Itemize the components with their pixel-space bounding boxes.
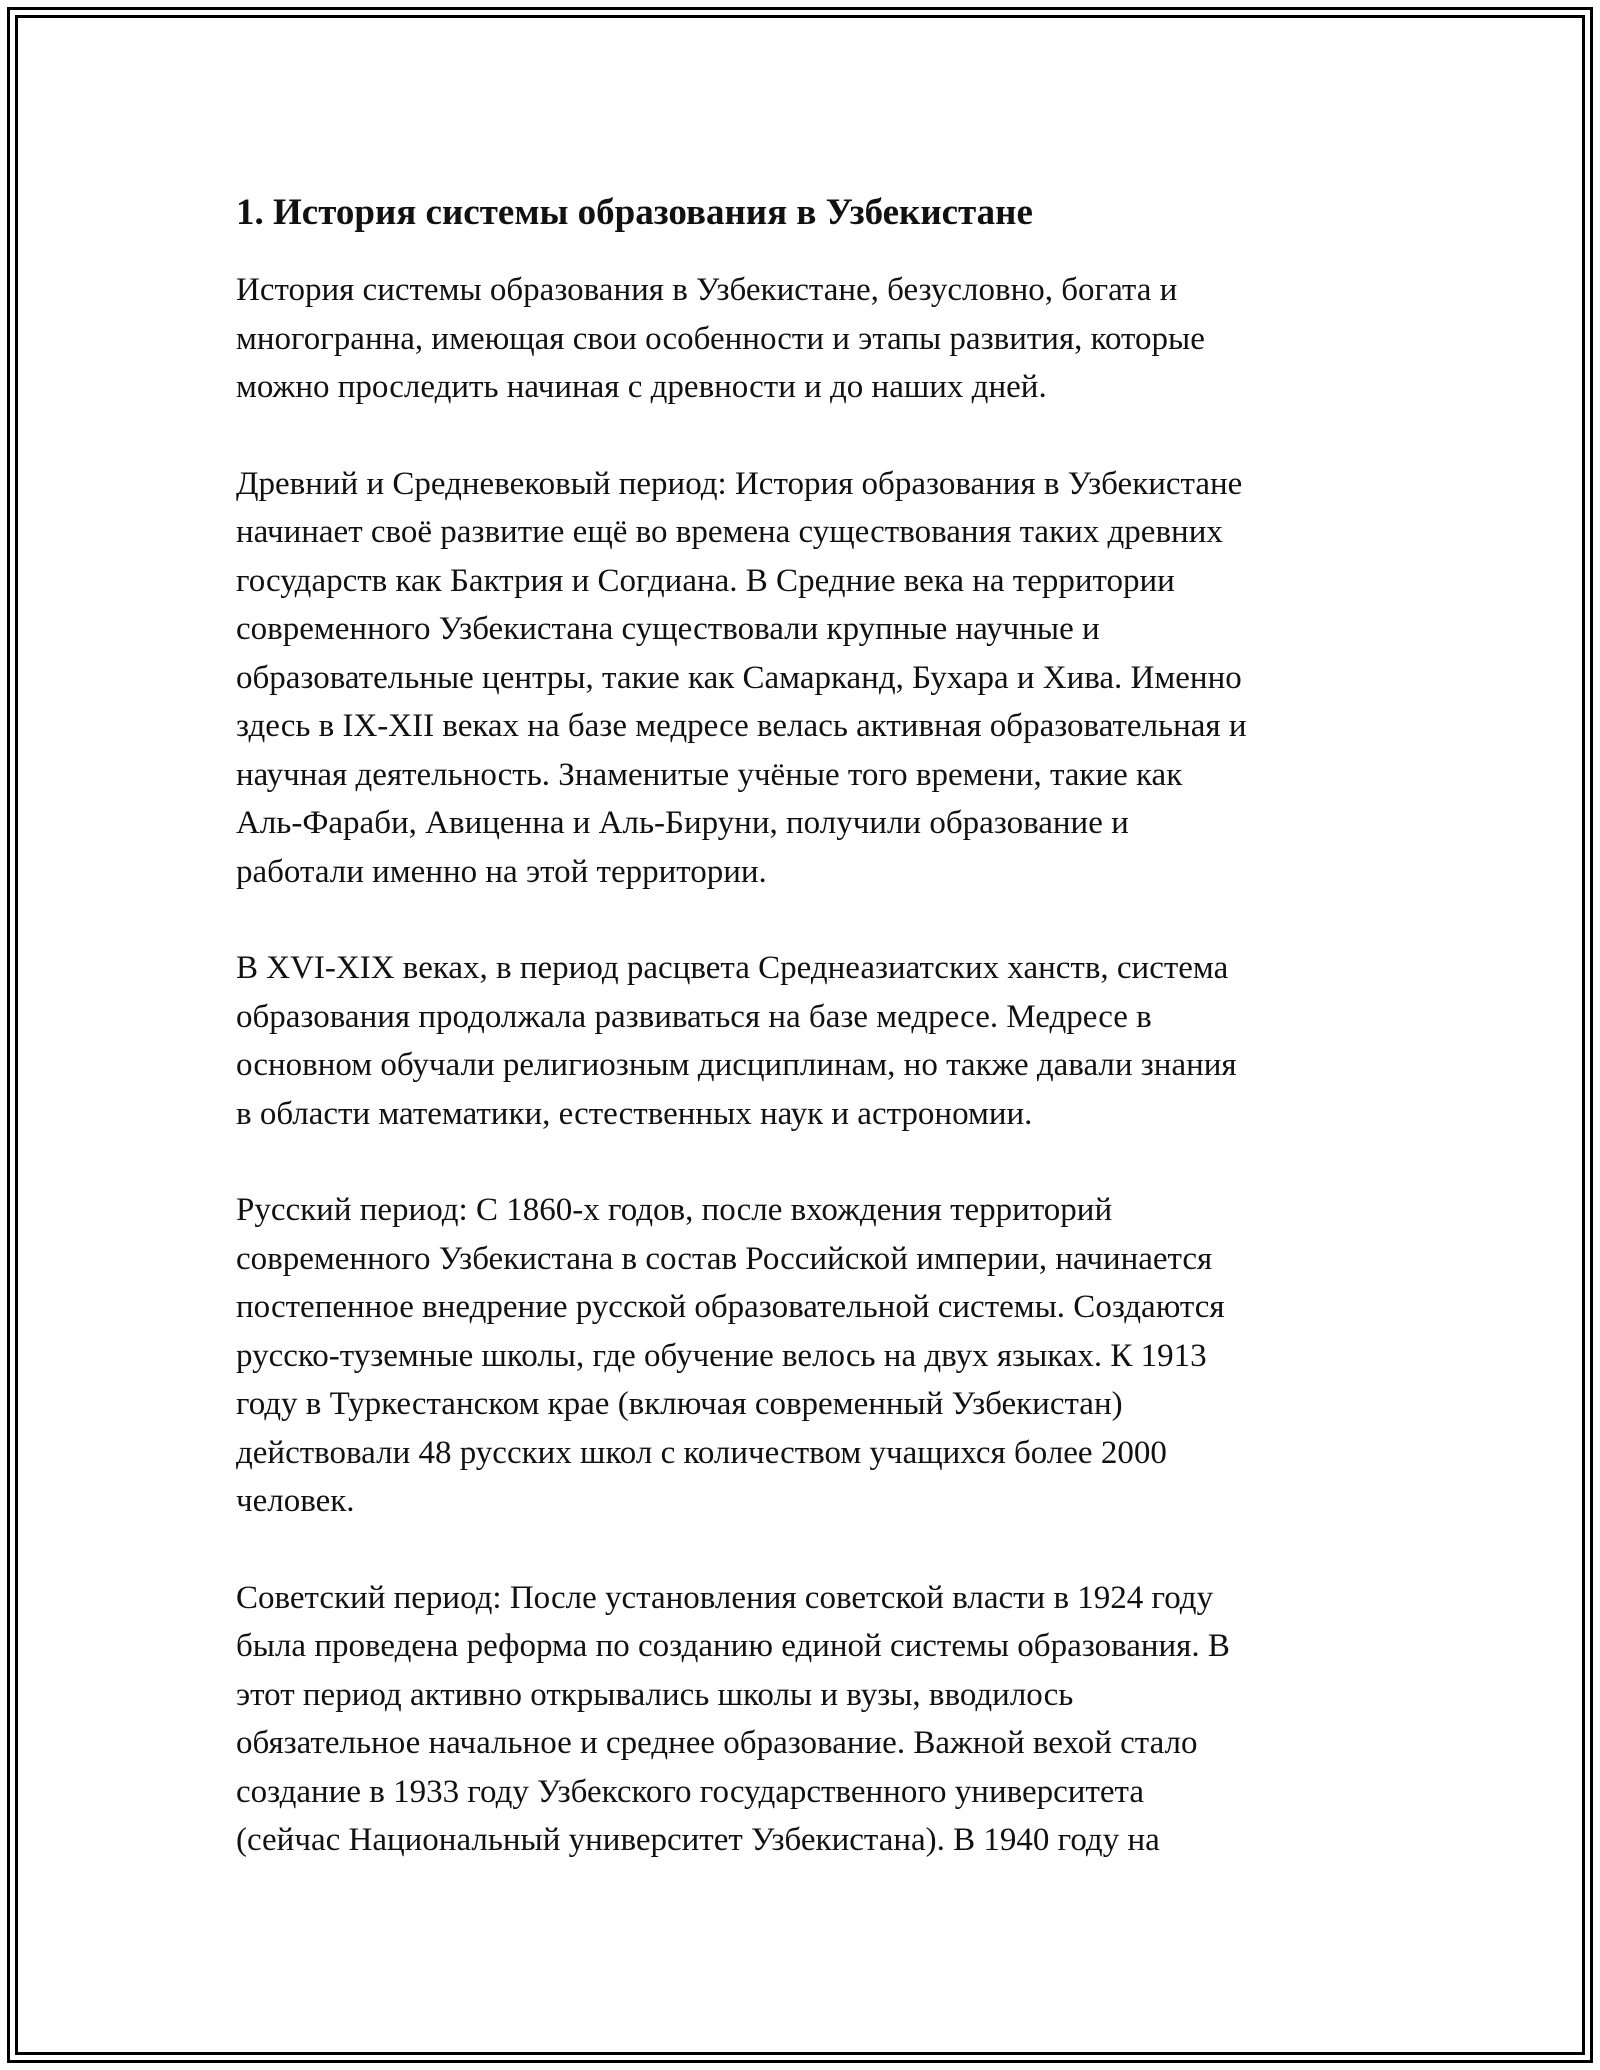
- text-line: русско-туземные школы, где обучение велось на двух языках. К 1913: [236, 1337, 1207, 1374]
- paragraph-russian-period: [236, 1186, 1396, 1526]
- text-line: постепенное внедрение русской образовательной системы. Создаются: [236, 1289, 1225, 1325]
- text-line: многогранна, имеющая свои особенности и этапы развития, которые: [236, 320, 1205, 357]
- text-line: создание в 1933 году Узбекского государственного университета: [236, 1773, 1144, 1810]
- text-line: действовали 48 русских школ с количеством учащихся более 2000: [236, 1434, 1167, 1471]
- paragraph-khanates-period: [236, 944, 1396, 1138]
- text-line: государств как Бактрия и Согдиана. В Средние века на территории: [236, 562, 1175, 599]
- text-line: современного Узбекистана существовали крупные научные и: [236, 611, 1100, 647]
- text-line: в области математики, естественных наук и астрономии.: [236, 1095, 1033, 1132]
- text-line: была проведена реформа по созданию единой системы образования. В: [236, 1628, 1230, 1664]
- document-body: [236, 186, 1396, 1865]
- text-line: начинает своё развитие ещё во времена существования таких древних: [236, 514, 1223, 550]
- text-line: Древний и Средневековый период: История образования в Узбекистане: [236, 465, 1243, 502]
- text-line: научная деятельность. Знаменитые учёные того времени, такие как: [236, 756, 1183, 793]
- text-line: Аль-Фараби, Авиценна и Аль-Бируни, получили образование и: [236, 805, 1129, 841]
- text-line: образовательные центры, такие как Самарканд, Бухара и Хива. Именно: [236, 659, 1242, 696]
- text-line: образования продолжала развиваться на базе медресе. Медресе в: [236, 998, 1152, 1035]
- text-line: основном обучали религиозным дисциплинам, но также давали знания: [236, 1047, 1237, 1083]
- paragraph-soviet-period: [236, 1574, 1396, 1865]
- text-line: (сейчас Национальный университет Узбекистана). В 1940 году на: [236, 1822, 1160, 1858]
- paragraph-intro: [236, 266, 1396, 412]
- text-line: История системы образования в Узбекистане, безусловно, богата и: [236, 272, 1178, 308]
- text-line: современного Узбекистана в состав Российской империи, начинается: [236, 1240, 1213, 1277]
- text-line: Советский период: После установления советской власти в 1924 году: [236, 1579, 1214, 1616]
- text-line: здесь в IX-XII веках на базе медресе велась активная образовательная и: [236, 708, 1247, 744]
- paragraph-ancient-medieval-period: [236, 460, 1396, 897]
- section-heading: 1. История системы образования в Узбекистане: [236, 192, 1033, 233]
- text-line: этот период активно открывались школы и вузы, вводилось: [236, 1676, 1074, 1713]
- text-line: году в Туркестанском крае (включая современный Узбекистан): [236, 1386, 1123, 1422]
- text-line: можно проследить начиная с древности и до наших дней.: [236, 369, 1047, 405]
- text-line: обязательное начальное и среднее образование. Важной вехой стало: [236, 1725, 1198, 1761]
- text-line: В XVI-XIX веках, в период расцвета Среднеазиатских ханств, система: [236, 950, 1229, 986]
- text-line: работали именно на этой территории.: [236, 853, 767, 890]
- text-line: Русский период: С 1860-х годов, после вхождения территорий: [236, 1192, 1113, 1228]
- text-line: человек.: [236, 1483, 355, 1519]
